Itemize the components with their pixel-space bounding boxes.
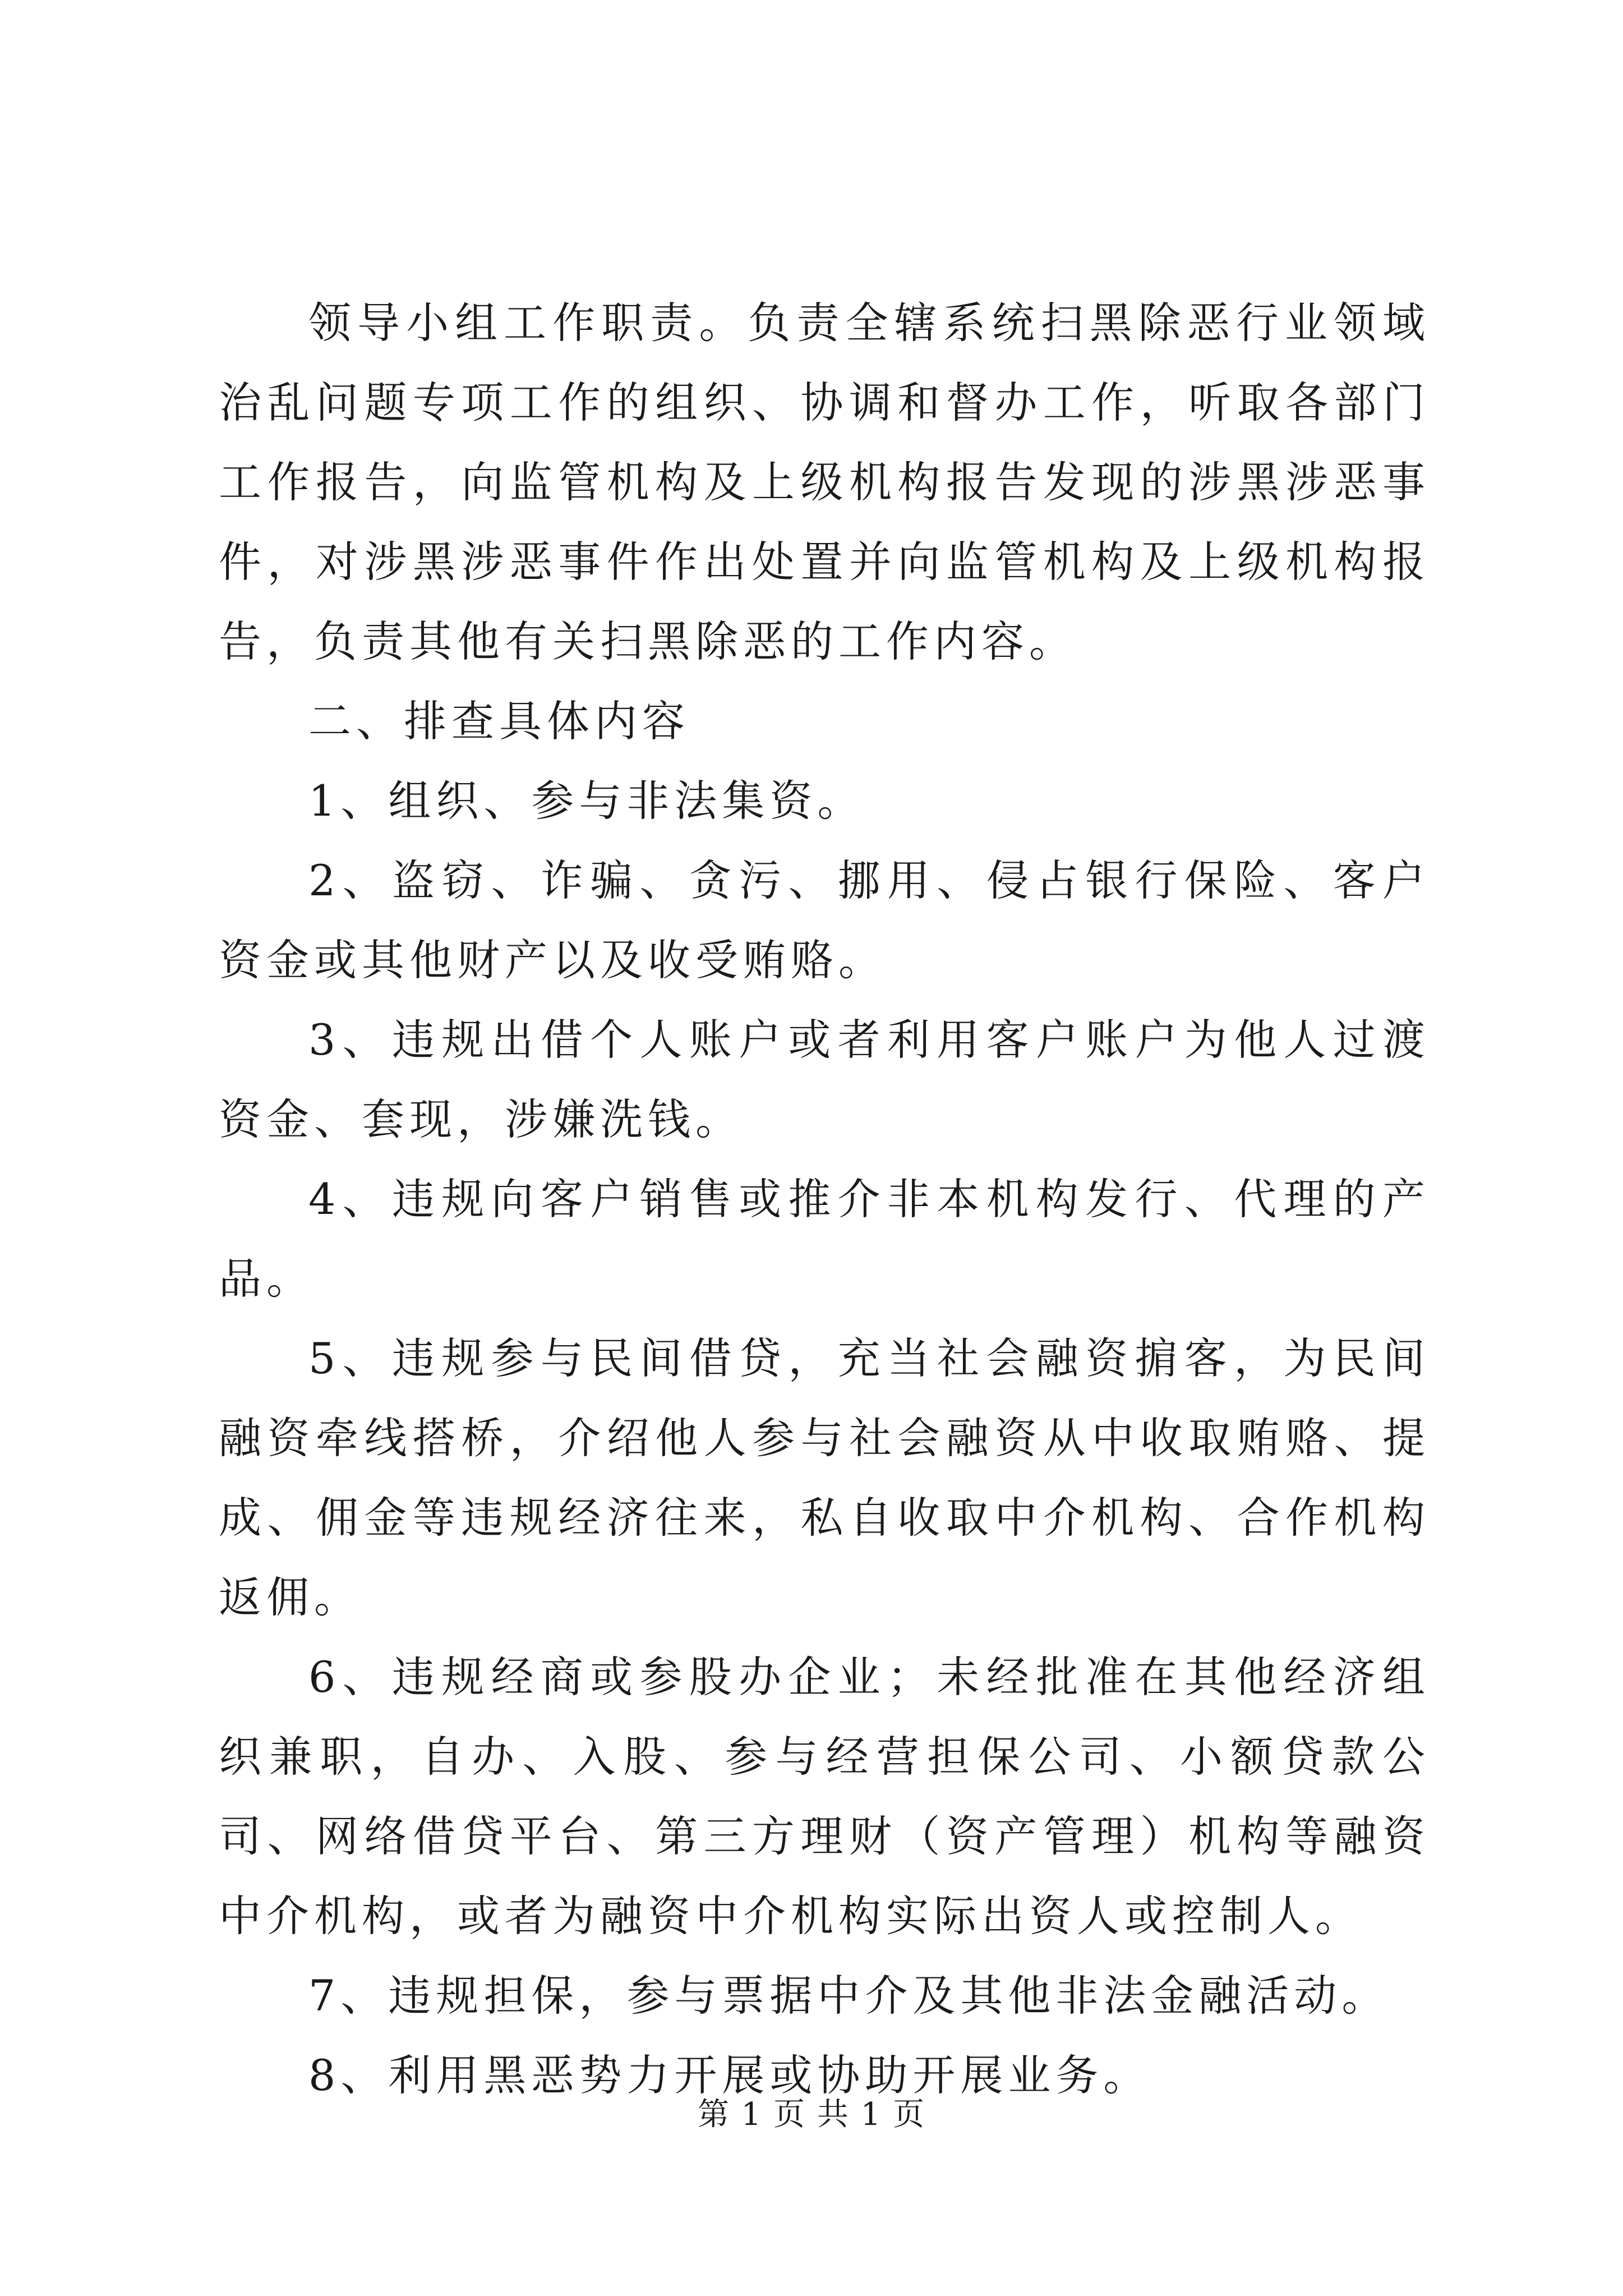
document-body	[219, 283, 1430, 2115]
page-footer: 第 1 页 共 1 页	[697, 2096, 926, 2133]
section-heading: 二、排查具体内容	[308, 696, 690, 746]
list-item: 5、违规参与民间借贷，充当社会融资掮客，为民间融资牵线搭桥，介绍他人参与社会融资从中收取贿赂、提成、佣金等违规经济往来，私自收取中介机构、合作机构返佣。	[219, 1333, 1430, 1622]
paragraph-leadership-duties: 领导小组工作职责。负责全辖系统扫黑除恶行业领域治乱问题专项工作的组织、协调和督办工作，听取各部门工作报告，向监管机构及上级机构报告发现的涉黑涉恶事件，对涉黑涉恶事件作出处置并向监管机构及上级机构报告，负责其他有关扫黑除恶的工作内容。	[219, 298, 1430, 666]
list-item: 2、盗窃、诈骗、贪污、挪用、侵占银行保险、客户资金或其他财产以及收受贿赂。	[219, 855, 1430, 985]
list-item: 3、违规出借个人账户或者利用客户账户为他人过渡资金、套现，涉嫌洗钱。	[219, 1015, 1430, 1144]
list-item: 8、利用黑恶势力开展或协助开展业务。	[308, 2050, 1151, 2100]
list-item: 4、违规向客户销售或推介非本机构发行、代理的产品。	[219, 1174, 1430, 1304]
list-item: 1、组织、参与非法集资。	[308, 776, 865, 826]
list-item: 6、违规经商或参股办企业；未经批准在其他经济组织兼职，自办、入股、参与经营担保公司、小额贷款公司、网络借贷平台、第三方理财（资产管理）机构等融资中介机构，或者为融资中介机构实际出资人或控制人。	[219, 1652, 1430, 1941]
list-item: 7、违规担保，参与票据中介及其他非法金融活动。	[308, 1971, 1390, 2021]
